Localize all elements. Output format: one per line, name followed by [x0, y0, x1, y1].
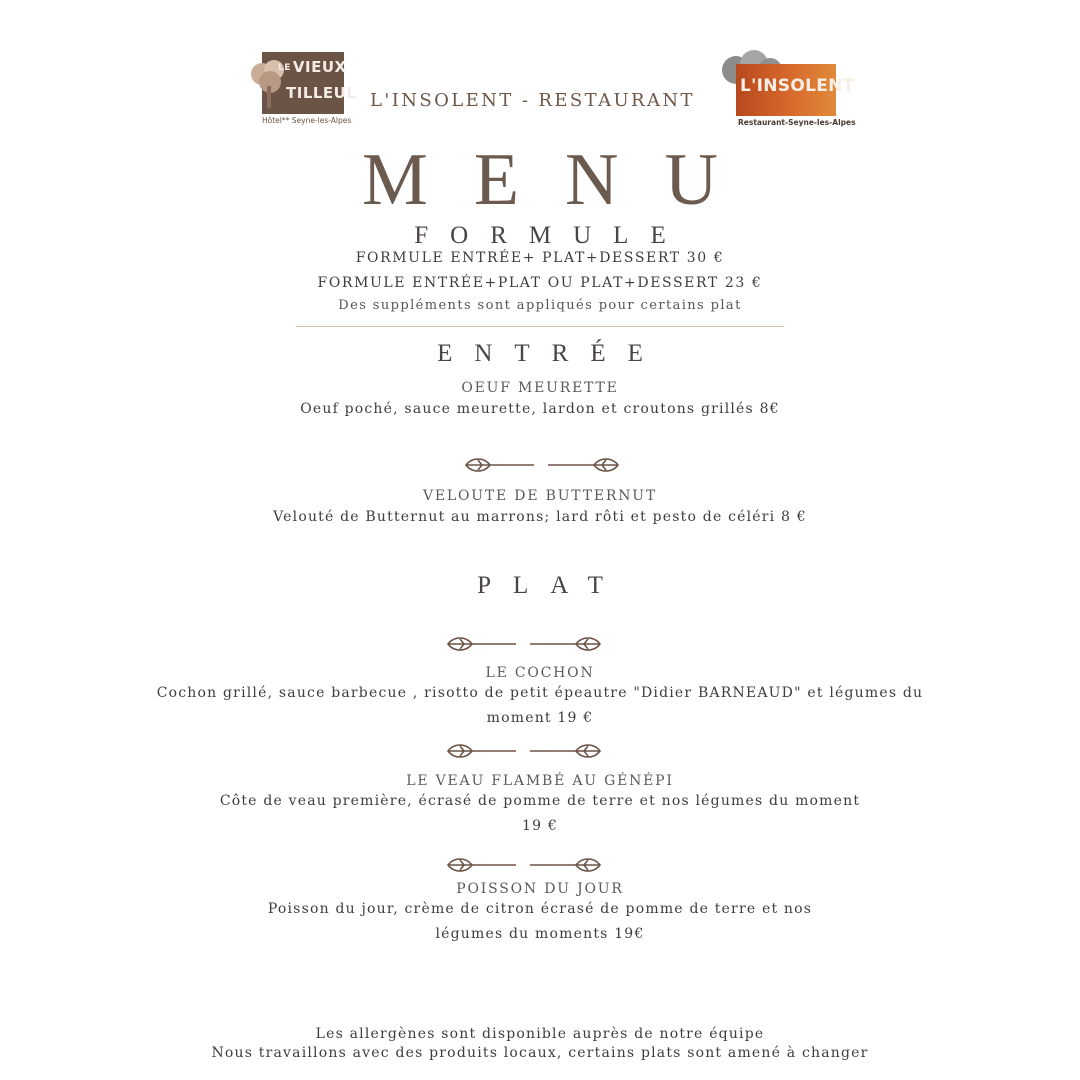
formule-note: Des suppléments sont appliqués pour certains plat — [338, 298, 742, 313]
dish-description: moment 19 € — [486, 710, 594, 726]
dish-name: POISSON DU JOUR — [456, 881, 624, 897]
dish-description: Côte de veau première, écrasé de pomme de terre et nos légumes du moment — [219, 793, 861, 809]
le-vieux-tilleul-logo — [248, 52, 357, 126]
restaurant-title: L'INSOLENT - RESTAURANT — [370, 90, 695, 111]
footer-allergen-note: Les allergènes sont disponible auprès de notre équipe — [315, 1026, 765, 1042]
leaf-divider-icon — [462, 454, 622, 476]
dish-description: Velouté de Butternut au marrons; lard rôti et pesto de céléri 8 € — [273, 509, 807, 525]
dish-name: OEUF MEURETTE — [461, 380, 619, 396]
linsolent-logo — [718, 50, 856, 128]
dish-description: Cochon grillé, sauce barbecue , risotto de petit épeautre "Didier BARNEAUD" et légumes du — [156, 685, 924, 701]
entree-heading: ENTRÉE — [437, 340, 665, 367]
logo-left-subtitle: Hôtel** Seyne-les-Alpes — [262, 116, 352, 125]
dish-description: Poisson du jour, crème de citron écrasé de pomme de terre et nos — [267, 901, 813, 917]
leaf-divider-icon — [444, 740, 604, 762]
dish-name: VELOUTE DE BUTTERNUT — [423, 488, 657, 504]
formule-heading: FORMULE — [414, 222, 688, 249]
logo-right-subtitle: Restaurant-Seyne-les-Alpes — [738, 118, 856, 127]
menu-title: MENU — [362, 139, 764, 221]
dish-name: LE COCHON — [485, 665, 595, 681]
dish-description: Oeuf poché, sauce meurette, lardon et croutons grillés 8€ — [300, 401, 780, 417]
logo-line2: TILLEUL — [286, 84, 357, 102]
logo-name: L'INSOLENT — [740, 76, 855, 96]
dish-description: 19 € — [522, 818, 558, 834]
footer-local-products-note: Nous travaillons avec des produits locaux, certains plats sont amené à changer — [211, 1045, 869, 1061]
plat-heading: PLAT — [477, 572, 625, 599]
dish-description: légumes du moments 19€ — [435, 926, 645, 942]
formule-line: FORMULE ENTRÉE+ PLAT+DESSERT 30 € — [355, 250, 725, 266]
leaf-divider-icon — [444, 854, 604, 876]
leaf-divider-icon — [444, 633, 604, 655]
dish-name: LE VEAU FLAMBÉ AU GÉNÉPI — [406, 773, 674, 789]
section-divider — [296, 326, 784, 327]
formule-line: FORMULE ENTRÉE+PLAT OU PLAT+DESSERT 23 € — [317, 275, 763, 291]
logo-line1-small: LE — [278, 62, 291, 73]
logo-line1: VIEUX — [292, 58, 347, 76]
